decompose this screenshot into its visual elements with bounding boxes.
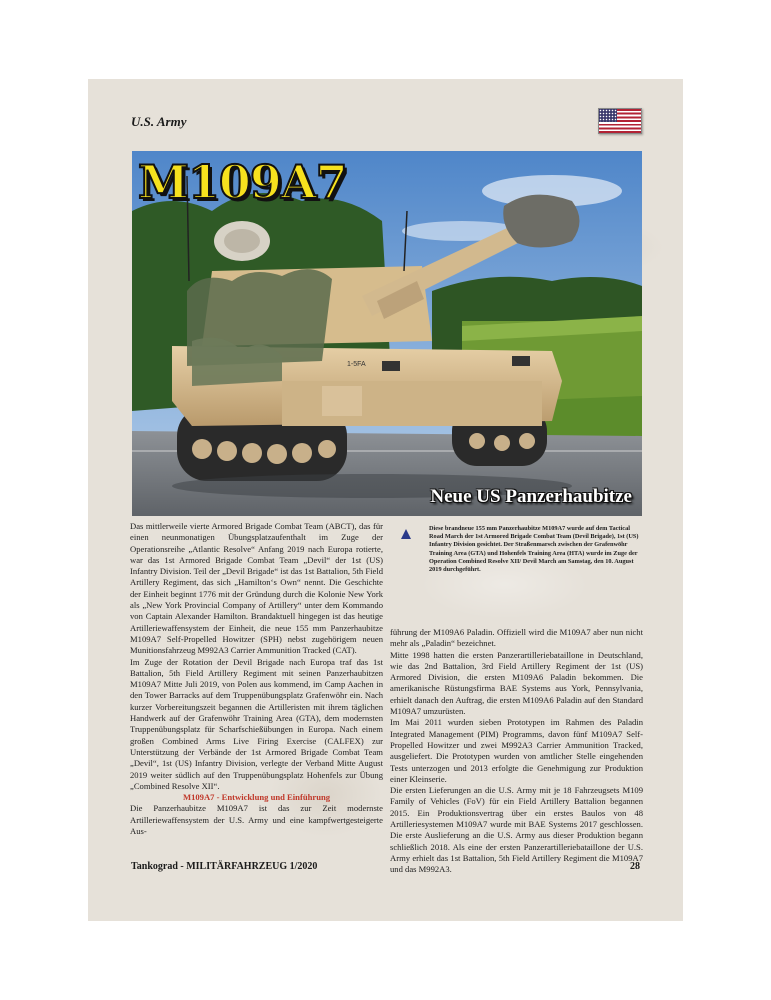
article-paragraph: Im Mai 2011 wurden sieben Prototypen im Rahmen des Paladin Integrated Management (PIM) Programms, davon fünf M109A7 Self-Propelled Howitzer und zwei M992A3 Carrier Ammunition Tracked, ausgeliefert. Die Prototypen wurden von amtlicher Stelle eingehenden Tests unterzogen und 2013 erfolgte die Genehmigung zur Produktion einer Kleinserie.	[390, 717, 643, 784]
m109a7-photo	[132, 151, 642, 516]
article-column-1	[130, 521, 383, 837]
vehicle-marking: 1-5FA	[347, 361, 366, 368]
article-column-2	[390, 627, 643, 876]
article-paragraph: Die Panzerhaubitze M109A7 ist das zur Zeit modernste Artilleriewaffensystem der U.S. Army und eine kampfwertgesteigerte Aus-	[130, 803, 383, 837]
photo-caption: Diese brandneue 155 mm Panzerhaubitze M109A7 wurde auf dem Tactical Road March der 1st Armored Brigade Combat Team (Devil Brigade), 1st (US) Infantry Division gesichtet. Der Straßenmarsch zwischen der Grafenwöhr Training Area (GTA) und Hohenfels Training Area (HTA) wurde im Zuge der Operation Combined Resolve XII/ Devil March am Samstag, den 10. August 2019 durchgeführt.	[429, 525, 639, 574]
article-paragraph: führung der M109A6 Paladin. Offiziell wird die M109A7 aber nun nicht mehr als „Paladin“ bezeichnet.	[390, 627, 643, 649]
footer-publication: Tankograd - MILITÄRFAHRZEUG 1/2020	[131, 861, 318, 872]
article-paragraph: Im Zuge der Rotation der Devil Brigade nach Europa traf das 1st Battalion, 5th Field Artillery Regiment mit seinen Panzerhaubitzen M109A7 Mitte Juli 2019, von Polen aus kommend, im Camp Aachen in den Tower Barracks auf dem Truppenübungsplatz Grafenwöhr ein. Nach kurzer Vorbereitungszeit begannen die Artilleristen mit ihrem täglichen Handwerk auf der Grafenwöhr Training Area (GTA), dem modernsten Truppenübungsplatz für Scharfschießübungen in Europa. Nach einem großen Combined Arms Live Firing Exercise (CALFEX) zur Unterstützung der Verbände der 1st Armored Brigade Combat Team „Devil“, 1st (US) Infantry Division, verlegte der Verband Mitte August 2019 weiter südlich auf den Truppenübungsplatz Hohenfels zur Übung „Combined Resolve XII“.	[130, 656, 383, 791]
page-number: 28	[630, 861, 640, 872]
article-paragraph: Die ersten Lieferungen an die U.S. Army mit je 18 Fahrzeugsets M109 Family of Vehicles (FoV) für ein Field Artillery Battalion begannen 2015. Ein Produktionsvertrag über ein erstes Baulos von 48 Artilleriesystemen M109A7 wurde mit BAE Systems 2017 geschlossen. Die erste Auslieferung an die U.S. Army aus dieser Produktion begann schließlich 2018. Als eine der ersten Panzerartilleriebataillone der U.S. Army erhielt das 1st Battalion, 5th Field Artillery Regiment die M109A7 und das M992A3.	[390, 785, 643, 875]
article-subheading: M109A7 - Entwicklung und Einführung	[182, 792, 331, 803]
magazine-page	[88, 79, 683, 921]
photo-title: M109A7	[138, 155, 347, 209]
caption-arrow-icon	[401, 529, 411, 539]
photo-subtitle: Neue US Panzerhaubitze	[430, 486, 632, 507]
section-title: U.S. Army	[131, 114, 187, 129]
article-paragraph: Das mittlerweile vierte Armored Brigade Combat Team (ABCT), das für einen neunmonatigen Übungsplatzaufenthalt im Zuge der Operationsreihe „Atlantic Resolve“ Anfang 2019 nach Europa rotierte, war das 1st Armored Brigade Combat Team „Devil“ der 1st (US) Infantry Division. Teil der „Devil Brigade“ ist das 1st Battalion, 5th Field Artillery Regiment, das sich „Hamilton‘s Own“ nennt. Die Geschichte der Einheit beginnt 1776 mit der Gründung durch die Kolonie New York als „New York Provincial Company of Artillery“ unter dem Kommando von Captain Alexander Hamilton. Brandaktuell hingegen ist das heutige Artilleriewaffensystem der Einheit, die neue 155 mm Panzerhaubitze M109A7 Self-Propelled Howitzer (SPH) nebst zugehörigem neuen Munitionsfahrzeug M992A3 Carrier Ammunition Tracked (CAT).	[130, 521, 383, 656]
us-flag-icon	[598, 108, 642, 134]
article-paragraph: Mitte 1998 hatten die ersten Panzerartilleriebataillone in Deutschland, wie das 2nd Battalion, 3rd Field Artillery Regiment der 1st (US) Armored Division, die ersten M109A6 Paladin bekommen. Die amerikanische Rüstungsfirma BAE Systems aus York, Pennsylvania, erhielt danach den Auftrag, die ersten M109A6 Paladin auf den Standard M109A7 umzurüsten.	[390, 649, 643, 717]
